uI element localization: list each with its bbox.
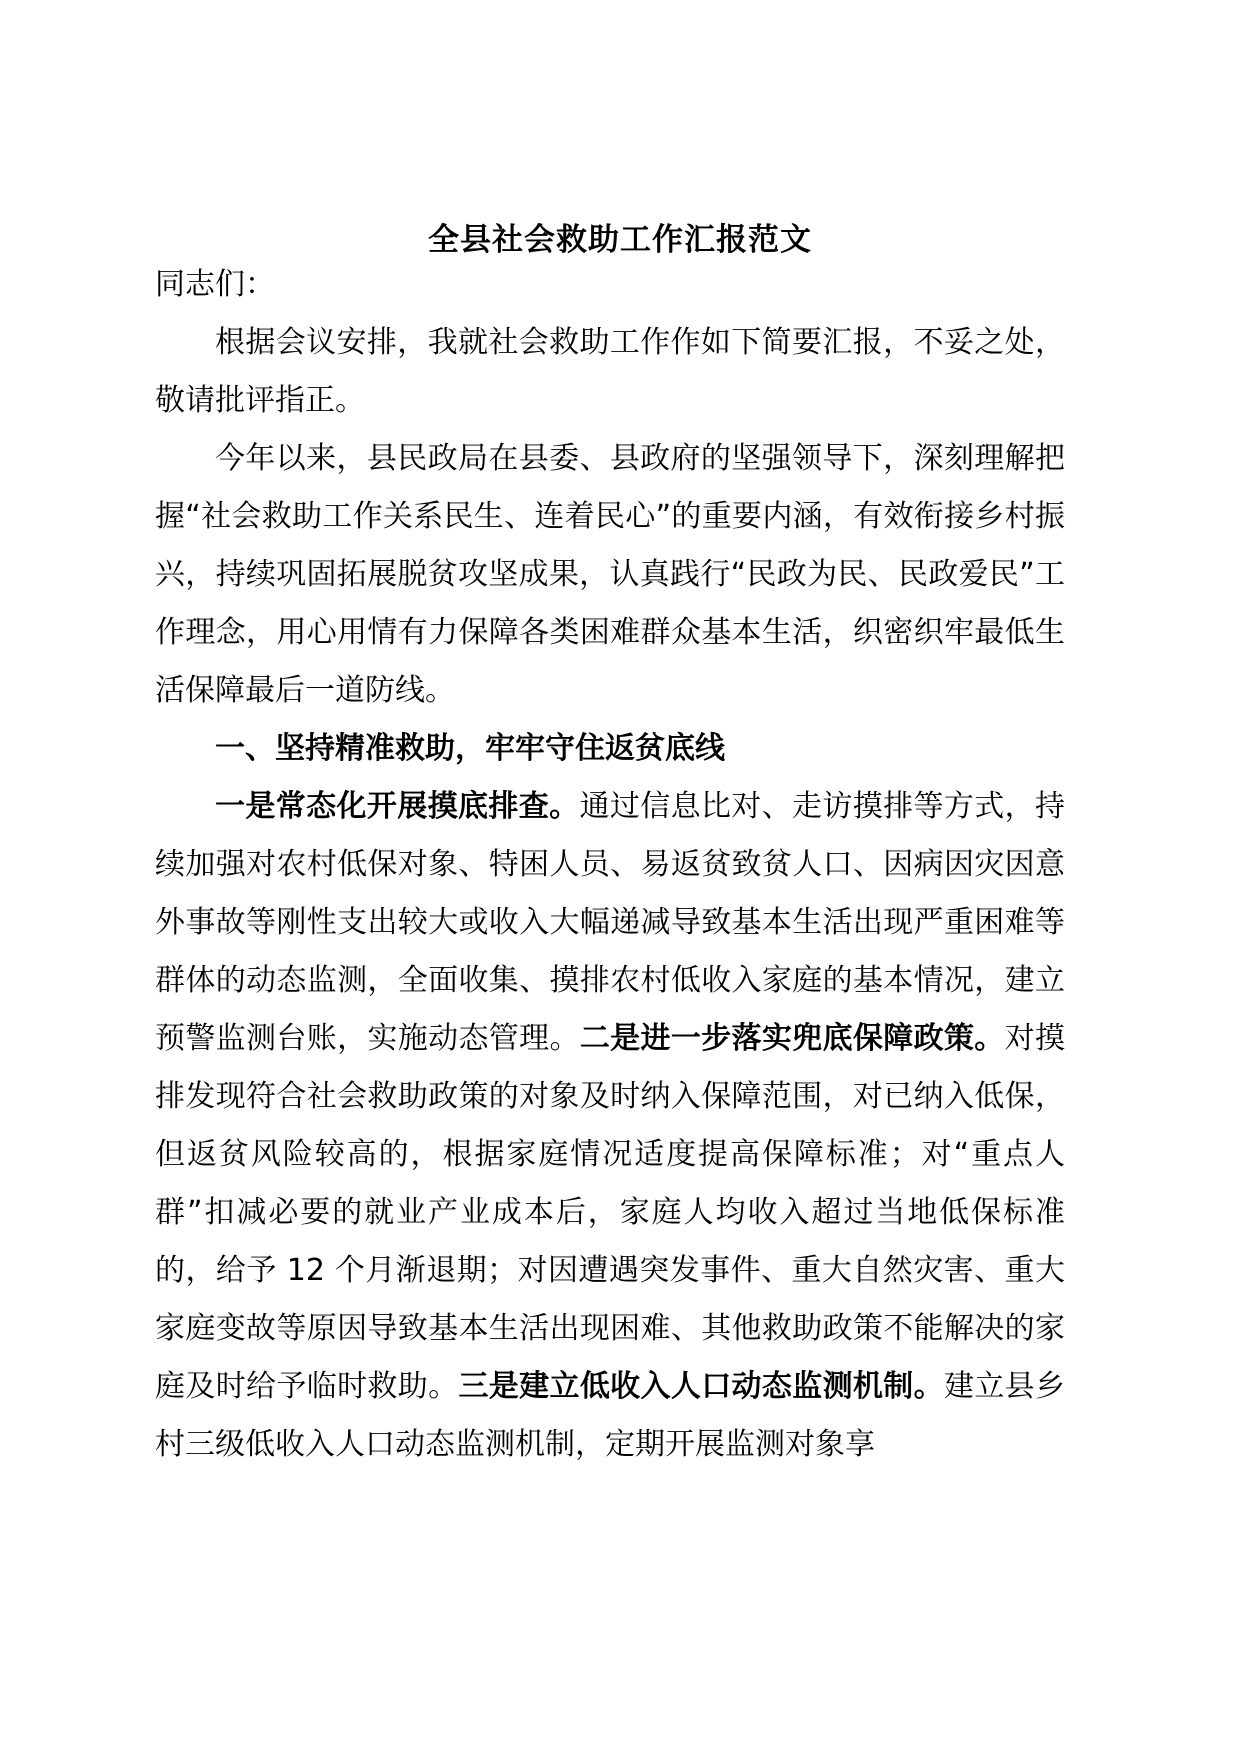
point-text: 建立县乡村三级低收入人口动态监测机制，定期开展监测对象享 <box>155 1369 1066 1462</box>
intro-paragraph: 根据会议安排，我就社会救助工作作如下简要汇报，不妥之处，敬请批评指正。 <box>155 325 1065 418</box>
document-body <box>155 256 1065 1474</box>
section-paragraph <box>155 778 1065 1474</box>
point-lead: 一是常态化开展摸底排查。 <box>215 789 580 824</box>
document-title: 全县社会救助工作汇报范文 <box>428 222 812 258</box>
point-lead: 三是建立低收入人口动态监测机制。 <box>458 1369 944 1404</box>
section-heading: 一、坚持精准救助，牢牢守住返贫底线 <box>215 731 725 766</box>
overview-paragraph: 今年以来，县民政局在县委、县政府的坚强领导下，深刻理解把握“社会救助工作关系民生、连着民心”的重要内涵，有效衔接乡村振兴，持续巩固拓展脱贫攻坚成果，认真践行“民政为民、民政爱民”工作理念，用心用情有力保障各类困难群众基本生活，织密织牢最低生活保障最后一道防线。 <box>155 441 1065 708</box>
point-lead: 二是进一步落实兜底保障政策。 <box>579 1021 1005 1056</box>
point-text: 通过信息比对、走访摸排等方式，持续加强对农村低保对象、特困人员、易返贫致贫人口、因病因灾因意外事故等刚性支出较大或收入大幅递减导致基本生活出现严重困难等群体的动态监测，全面收集、摸排农村低收入家庭的基本情况，建立预警监测台账，实施动态管理。 <box>155 789 1066 1056</box>
salutation: 同志们： <box>155 267 275 302</box>
point-text: 对摸排发现符合社会救助政策的对象及时纳入保障范围，对已纳入低保，但返贫风险较高的，根据家庭情况适度提高保障标准；对“重点人群”扣减必要的就业产业成本后，家庭人均收入超过当地低保标准的，给予 12 个月渐退期；对因遭遇突发事件、重大自然灾害、重大家庭变故等原因导致基本生活出现困难、其他救助政策不能解决的家庭及时给予临时救助。 <box>155 1021 1066 1404</box>
